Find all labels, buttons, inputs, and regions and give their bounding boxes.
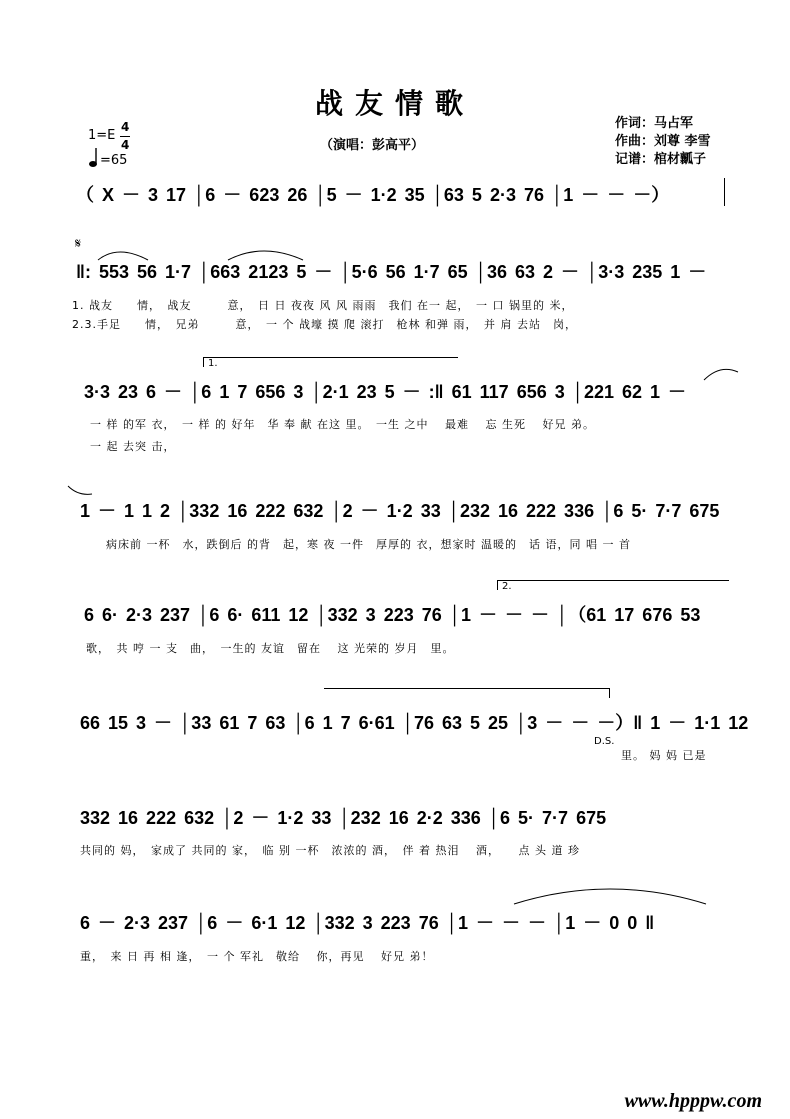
- lyric-row-7: 共同的 妈， 家成了 共同的 家， 临 别 一杯 浓浓的 酒， 伴 着 热泪 酒， 点 头 道 珍: [80, 844, 580, 857]
- notation-row-1: （ X － 3 17 │6 － 623 26 │5 － 1·2 35 │63 5 2·3 76 │1 － － －）: [76, 185, 670, 205]
- lyric-row-3-verse-1: 一 样 的军 衣， 一 样 的 好年 华 奉 献 在这 里。 一生 之中 最难 忘 生死 好兄 弟。: [90, 418, 595, 431]
- volta-2-label: 2.: [502, 581, 512, 592]
- composer-credit: 作曲：刘尊 李雪: [615, 134, 711, 149]
- slur-tie-row-4: [66, 484, 96, 498]
- repeat-bracket: [324, 688, 610, 689]
- volta-1-bracket-edge: [203, 357, 204, 367]
- time-signature-bottom: 4: [121, 138, 130, 152]
- da-segno-mark: D.S.: [594, 736, 615, 747]
- lyric-row-2-verse-1: 1. 战友 情， 战友 意， 日 日 夜夜 风 风 雨雨 我们 在一 起， 一 口 锅里的 米，: [72, 299, 574, 312]
- slur-tie-row-3: [700, 364, 740, 384]
- volta-2-bracket-edge: [497, 580, 498, 590]
- quarter-note-icon: [88, 147, 100, 173]
- lyric-row-4: 病床前 一杯 水，跌倒后 的背 起，寒 夜 一件 厚厚的 衣，想家时 温暖的 话 语，同 唱 一 首: [106, 538, 631, 551]
- transcriber-credit: 记谱：棺材瓤子: [615, 152, 707, 167]
- volta-1-bracket: [203, 357, 458, 358]
- lyric-row-8: 重， 来 日 再 相 逢， 一 个 军礼 敬给 你，再见 好兄 弟！: [80, 950, 434, 963]
- notation-row-5: 6 6· 2·3 237 │6 6· 611 12 │332 3 223 76 │1 － － － │（61 17 676 53: [84, 605, 701, 625]
- notation-row-8: 6 － 2·3 237 │6 － 6·1 12 │332 3 223 76 │1 － － － │1 － 0 0 ‖: [80, 913, 655, 933]
- song-title: 战友情歌: [314, 87, 475, 120]
- time-signature-divider: [120, 136, 130, 137]
- lyric-row-3-verse-2: 一 起 去突 击，: [90, 440, 176, 453]
- key-signature: 1=E: [88, 128, 116, 143]
- website-watermark: www.hpppw.com: [624, 1090, 762, 1112]
- volta-2-bracket: [497, 580, 729, 581]
- volta-1-label: 1.: [208, 358, 218, 369]
- lyric-row-2-verse-2: 2.3.手足 情， 兄弟 意， 一 个 战壕 摸 爬 滚打 枪林 和弹 雨， 并 肩 去站 岗，: [72, 318, 577, 331]
- notation-row-7: 332 16 222 632 │2 － 1·2 33 │232 16 2·2 336 │6 5· 7·7 675: [80, 808, 607, 828]
- time-signature-top: 4: [121, 120, 130, 134]
- slur-marks-row-2: [88, 242, 728, 262]
- tempo-mark: =65: [100, 153, 128, 168]
- notation-row-2: ‖: 553 56 1·7 │663 2123 5 － │5·6 56 1·7 65 │36 63 2 － │3·3 235 1 －: [76, 262, 707, 282]
- repeat-bracket-edge: [609, 688, 610, 698]
- lyric-row-5: 歌， 共 哼 一 支 曲， 一生的 友谊 留在 这 光荣的 岁月 里。: [86, 642, 455, 655]
- notation-row-6: 66 15 3 － │33 61 7 63 │6 1 7 6·61 │76 63 5 25 │3 － － －）‖ 1 － 1·1 12: [80, 713, 749, 733]
- notation-row-4: 1 － 1 1 2 │332 16 222 632 │2 － 1·2 33 │232 16 222 336 │6 5· 7·7 675: [80, 501, 720, 521]
- notation-row-3: 3·3 23 6 － │6 1 7 656 3 │2·1 23 5 － :‖ 61 117 656 3 │221 62 1 －: [84, 382, 687, 402]
- segno-icon: 𝄋: [75, 236, 82, 252]
- barline: [724, 178, 725, 206]
- slur-tie-row-8: [510, 880, 710, 906]
- singer-label: （演唱：彭高平）: [320, 138, 425, 153]
- lyricist-credit: 作词：马占军: [615, 116, 694, 131]
- lyric-row-6: 里。 妈 妈 已是: [621, 749, 707, 762]
